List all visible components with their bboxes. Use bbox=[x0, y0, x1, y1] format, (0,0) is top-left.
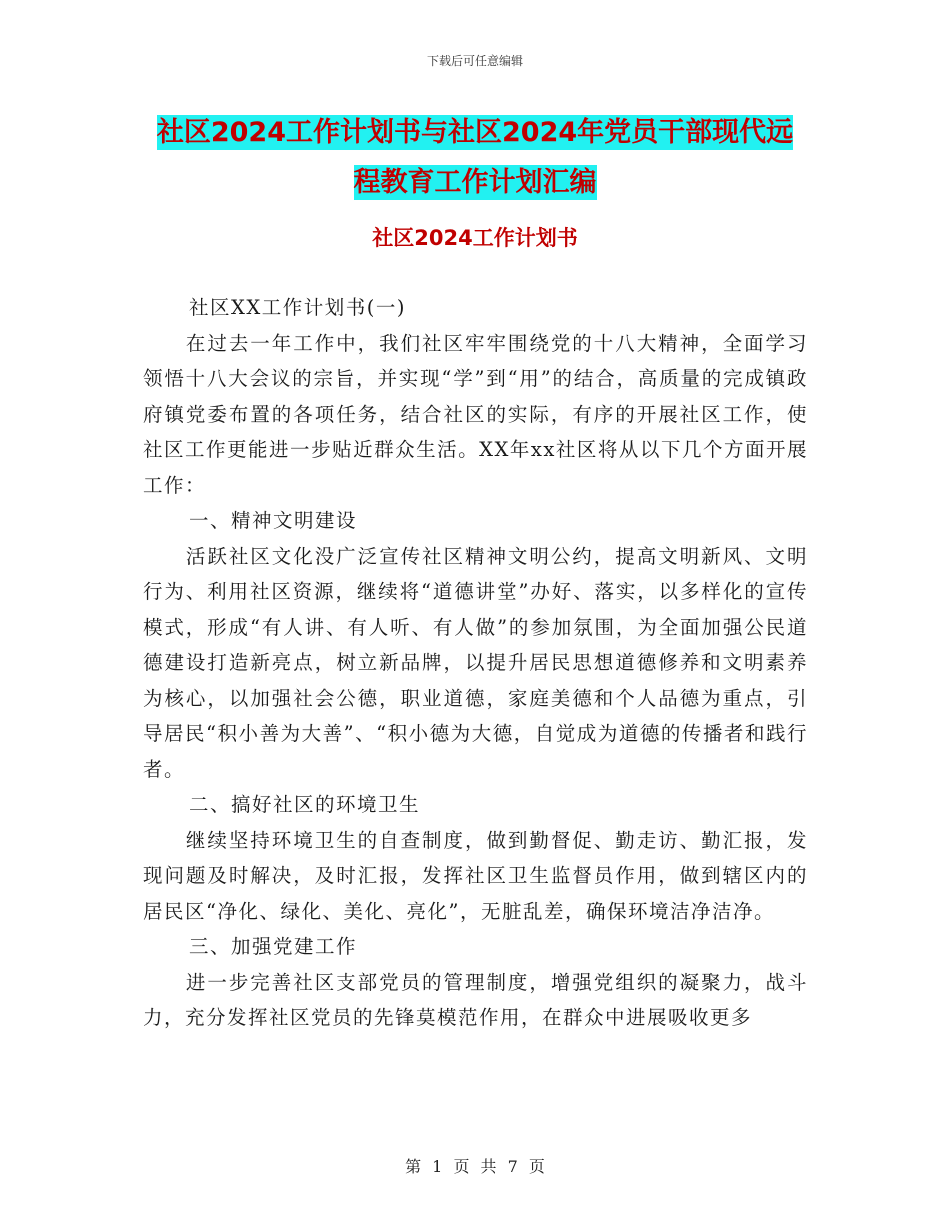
section-title: 社区2024工作计划书 bbox=[372, 226, 578, 250]
heading-spiritual-civilization: 一、精神文明建设 bbox=[189, 509, 358, 532]
document-title-line1: 社区2024工作计划书与社区2024年党员干部现代远 bbox=[156, 117, 794, 148]
paragraph-environmental-hygiene: 继续坚持环境卫生的自查制度，做到勤督促、勤走访、勤汇报，发现问题及时解决，及时汇报，发挥社区卫生监督员作用，做到辖区内的居民区“净化、绿化、美化、亮化”，无脏乱差，确保环境洁净洁净。 bbox=[143, 828, 808, 923]
page-number: 第 1 页 共 7 页 bbox=[405, 1157, 545, 1176]
paragraph-party-building: 进一步完善社区支部党员的管理制度，增强党组织的凝聚力，战斗力，充分发挥社区党员的先锋莫模范作用，在群众中进展吸收更多 bbox=[143, 970, 808, 1029]
document-body bbox=[143, 290, 808, 1036]
document-title bbox=[140, 108, 810, 208]
body-subtitle: 社区XX工作计划书(一) bbox=[189, 296, 406, 319]
paragraph-spiritual-civilization: 活跃社区文化没广泛宣传社区精神文明公约，提高文明新风、文明行为、利用社区资源，继续将“道德讲堂”办好、落实，以多样化的宣传模式，形成“有人讲、有人听、有人做”的参加氛围，为全面加强公民道德建设打造新亮点，树立新品牌，以提升居民思想道德修养和文明素养为核心，以加强社会公德，职业道德，家庭美德和个人品德为重点，引导居民“积小善为大善”、“积小德为大德，自觉成为道德的传播者和践行者。 bbox=[143, 544, 808, 781]
heading-environmental-hygiene: 二、搞好社区的环境卫生 bbox=[189, 793, 421, 816]
heading-party-building: 三、加强党建工作 bbox=[189, 935, 358, 958]
intro-paragraph: 在过去一年工作中，我们社区牢牢围绕党的十八大精神，全面学习领悟十八大会议的宗旨，并实现“学”到“用”的结合，高质量的完成镇政府镇党委布置的各项任务，结合社区的实际，有序的开展社区工作，使社区工作更能进一步贴近群众生活。XX年xx社区将从以下几个方面开展工作： bbox=[143, 331, 808, 497]
document-title-line2: 程教育工作计划汇编 bbox=[353, 167, 597, 198]
header-note: 下载后可任意编辑 bbox=[426, 54, 523, 68]
